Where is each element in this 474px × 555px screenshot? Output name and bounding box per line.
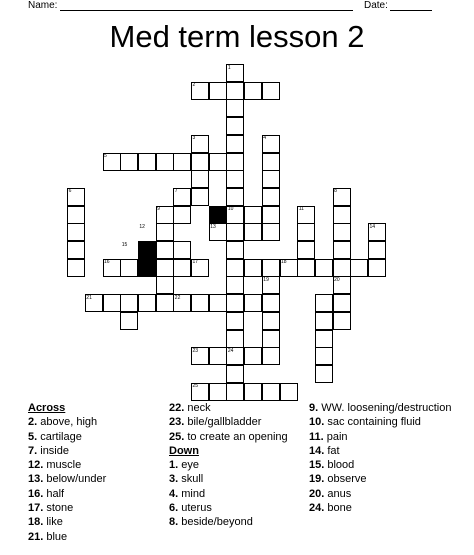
- black-square: [138, 241, 156, 259]
- clue-number: 13: [210, 223, 216, 230]
- answer-square[interactable]: [191, 188, 209, 206]
- clue-number: 12: [139, 223, 145, 230]
- answer-square[interactable]: [191, 294, 209, 312]
- answer-square[interactable]: [173, 206, 191, 224]
- clue-down-4: 4. mind: [169, 487, 206, 500]
- clue-number: 18: [281, 259, 287, 266]
- answer-square[interactable]: [138, 153, 156, 171]
- clue-number: 17: [192, 259, 199, 266]
- answer-square[interactable]: [226, 365, 244, 383]
- answer-square[interactable]: [350, 259, 368, 277]
- clue-number: 8: [334, 188, 337, 195]
- answer-square[interactable]: [244, 223, 262, 241]
- clue-number: 1: [227, 64, 231, 71]
- date-label: Date:: [364, 0, 388, 11]
- across-column: [28, 401, 158, 544]
- answer-square[interactable]: [173, 241, 191, 259]
- answer-square[interactable]: [226, 241, 244, 259]
- clue-number: 20: [334, 276, 340, 283]
- answer-square[interactable]: [67, 206, 85, 224]
- clue-down-10: 10. sac containing fluid: [309, 416, 421, 429]
- clue-down-14: 14. fat: [309, 444, 340, 457]
- answer-square[interactable]: [262, 82, 280, 100]
- answer-square[interactable]: [315, 294, 333, 312]
- answer-square[interactable]: [226, 330, 244, 348]
- answer-square[interactable]: [262, 294, 280, 312]
- answer-square[interactable]: [173, 259, 191, 277]
- clue-down-1: 1. eye: [169, 459, 199, 472]
- clue-down-19: 19. observe: [309, 473, 367, 486]
- answer-square[interactable]: [156, 241, 174, 259]
- clue-across-25: 25. to create an opening: [169, 430, 288, 443]
- answer-square[interactable]: [67, 241, 85, 259]
- answer-square[interactable]: [226, 99, 244, 117]
- answer-square[interactable]: [226, 312, 244, 330]
- answer-square[interactable]: [120, 259, 138, 277]
- clue-down-3: 3. skull: [169, 473, 204, 486]
- answer-square[interactable]: [315, 330, 333, 348]
- clue-number: 9: [157, 206, 160, 213]
- answer-square[interactable]: [333, 312, 351, 330]
- answer-square[interactable]: [244, 82, 262, 100]
- clue-number: 23: [192, 347, 199, 354]
- answer-square[interactable]: [156, 276, 174, 294]
- answer-square[interactable]: [226, 223, 244, 241]
- answer-square[interactable]: [226, 135, 244, 153]
- answer-square[interactable]: [156, 153, 174, 171]
- answer-square[interactable]: [226, 153, 244, 171]
- answer-square[interactable]: [209, 383, 227, 401]
- answer-square[interactable]: [67, 259, 85, 277]
- answer-square[interactable]: [226, 188, 244, 206]
- answer-square[interactable]: [368, 259, 386, 277]
- clue-number: 11: [298, 206, 304, 213]
- clue-down-11: 11. pain: [309, 430, 348, 443]
- answer-square[interactable]: [333, 223, 351, 241]
- clue-number: 15: [121, 241, 128, 248]
- answer-square[interactable]: [244, 383, 262, 401]
- answer-square[interactable]: [120, 312, 138, 330]
- answer-square[interactable]: [191, 170, 209, 188]
- answer-square[interactable]: [209, 347, 227, 365]
- answer-square[interactable]: [262, 153, 280, 171]
- answer-square[interactable]: [297, 223, 315, 241]
- answer-square[interactable]: [262, 188, 280, 206]
- page-title: Med term lesson 2: [109, 19, 365, 54]
- answer-square[interactable]: [226, 294, 244, 312]
- answer-square[interactable]: [226, 82, 244, 100]
- answer-square[interactable]: [226, 170, 244, 188]
- answer-square[interactable]: [226, 383, 244, 401]
- clue-number: 5: [104, 153, 107, 159]
- answer-square[interactable]: [262, 223, 280, 241]
- answer-square[interactable]: [156, 259, 174, 277]
- clue-number: 6: [68, 188, 72, 195]
- answer-square[interactable]: [120, 294, 138, 312]
- clue-number: 25: [192, 383, 199, 390]
- answer-square[interactable]: [244, 259, 262, 277]
- clue-number: 21: [86, 294, 92, 301]
- clue-across-21: 21. blue: [28, 530, 68, 543]
- answer-square[interactable]: [333, 241, 351, 259]
- clue-across-23: 23. bile/gallbladder: [169, 416, 262, 429]
- answer-square[interactable]: [262, 206, 280, 224]
- answer-square[interactable]: [262, 170, 280, 188]
- answer-square[interactable]: [262, 330, 280, 348]
- black-square: [138, 259, 156, 277]
- middle-column: [169, 401, 309, 530]
- answer-square[interactable]: [209, 82, 227, 100]
- down-column: [309, 401, 469, 515]
- clue-number: 14: [369, 223, 376, 230]
- across-heading: Across: [28, 402, 66, 414]
- answer-square[interactable]: [173, 153, 191, 171]
- clue-number: 10: [227, 206, 234, 213]
- answer-square[interactable]: [333, 206, 351, 224]
- clue-across-17: 17. stone: [28, 502, 74, 515]
- clue-down-6: 6. uterus: [169, 502, 212, 515]
- answer-square[interactable]: [156, 294, 174, 312]
- answer-square[interactable]: [209, 153, 227, 171]
- answer-square[interactable]: [244, 206, 262, 224]
- answer-square[interactable]: [333, 259, 351, 277]
- answer-square[interactable]: [103, 294, 121, 312]
- answer-square[interactable]: [280, 383, 298, 401]
- answer-square[interactable]: [226, 276, 244, 294]
- clue-down-8: 8. beside/beyond: [169, 516, 253, 529]
- clue-across-22: 22. neck: [169, 402, 211, 414]
- clue-number: 7: [174, 188, 178, 195]
- black-square: [209, 206, 227, 224]
- answer-square[interactable]: [138, 294, 156, 312]
- clue-number: 22: [174, 294, 181, 301]
- answer-square[interactable]: [297, 259, 315, 277]
- clue-across-2: 2. above, high: [28, 416, 98, 429]
- clue-number: 19: [263, 276, 269, 283]
- clue-across-5: 5. cartilage: [28, 430, 82, 443]
- answer-square[interactable]: [244, 294, 262, 312]
- clue-down-24: 24. bone: [309, 502, 352, 515]
- answer-square[interactable]: [156, 223, 174, 241]
- answer-square[interactable]: [297, 241, 315, 259]
- answer-square[interactable]: [120, 153, 138, 171]
- clue-across-13: 13. below/under: [28, 473, 107, 486]
- clue-down-15: 15. blood: [309, 459, 355, 472]
- answer-square[interactable]: [262, 259, 280, 277]
- clue-number: 24: [227, 347, 234, 354]
- clue-across-16: 16. half: [28, 487, 65, 500]
- clue-across-7: 7. inside: [28, 444, 69, 457]
- clue-number: 16: [104, 259, 110, 266]
- answer-square[interactable]: [67, 223, 85, 241]
- clue-across-12: 12. muscle: [28, 459, 82, 472]
- clue-down-9: 9. WW. loosening/destruction: [309, 402, 452, 414]
- down-heading: Down: [169, 444, 199, 457]
- answer-square[interactable]: [262, 347, 280, 365]
- answer-square[interactable]: [315, 312, 333, 330]
- clue-across-18: 18. like: [28, 516, 63, 529]
- answer-square[interactable]: [191, 153, 209, 171]
- answer-square[interactable]: [262, 383, 280, 401]
- clue-number: 2: [192, 82, 196, 89]
- answer-square[interactable]: [315, 365, 333, 383]
- answer-square[interactable]: [368, 241, 386, 259]
- answer-square[interactable]: [226, 117, 244, 135]
- name-label: Name:: [28, 0, 58, 11]
- answer-square[interactable]: [262, 312, 280, 330]
- answer-square[interactable]: [226, 259, 244, 277]
- answer-square[interactable]: [244, 347, 262, 365]
- clue-number: 3: [192, 135, 196, 142]
- clue-down-20: 20. anus: [309, 487, 352, 500]
- answer-square[interactable]: [209, 294, 227, 312]
- answer-square[interactable]: [315, 259, 333, 277]
- answer-square[interactable]: [315, 347, 333, 365]
- clue-number: 4: [263, 135, 267, 142]
- answer-square[interactable]: [333, 294, 351, 312]
